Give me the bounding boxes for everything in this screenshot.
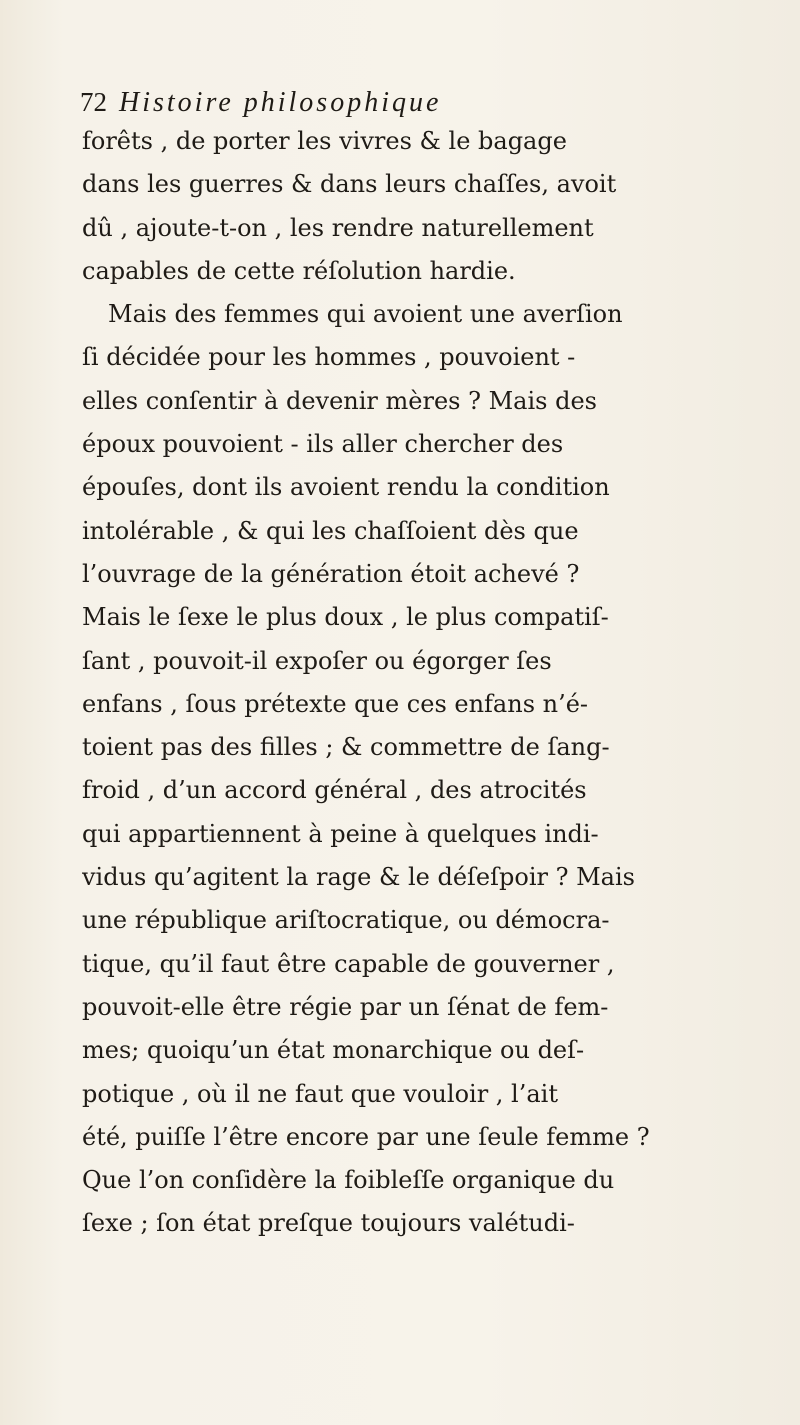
text-line-26: ſexe ; ſon état preſque toujours valétudi- bbox=[82, 1209, 575, 1238]
text-line-19: une république ariſtocratique, ou démocra- bbox=[82, 906, 610, 935]
body-text bbox=[82, 120, 722, 1246]
text-line-17: qui appartiennent à peine à quelques indi- bbox=[82, 819, 599, 848]
text-line-11: l’ouvrage de la génération étoit achevé ? bbox=[82, 559, 580, 588]
text-line-3: dû , ajoute-t-on , les rendre naturellement bbox=[82, 213, 594, 242]
text-line-8: époux pouvoient - ils aller chercher des bbox=[82, 430, 564, 459]
text-line-15: toient pas des filles ; & commettre de ſang- bbox=[82, 733, 610, 762]
text-line-1: forêts , de porter les vivres & le bagage bbox=[82, 127, 567, 155]
text-line-5: Mais des femmes qui avoient une averſion bbox=[108, 300, 623, 329]
text-line-16: froid , d’un accord général , des atrocités bbox=[82, 776, 587, 805]
text-line-10: intolérable , & qui les chaſſoient dès que bbox=[82, 516, 579, 545]
text-line-22: mes; quoiqu’un état monarchique ou deſ- bbox=[82, 1036, 585, 1065]
text-line-21: pouvoit-elle être régie par un ſénat de fem- bbox=[82, 992, 609, 1021]
text-line-9: épouſes, dont ils avoient rendu la condition bbox=[82, 473, 610, 502]
text-line-7: elles conſentir à devenir mères ? Mais des bbox=[82, 386, 597, 415]
page-number: 72 bbox=[80, 87, 107, 117]
text-line-2: dans les guerres & dans leurs chaſſes, avoit bbox=[82, 170, 617, 199]
text-line-13: ſant , pouvoit-il expoſer ou égorger ſes bbox=[82, 646, 552, 675]
text-line-24: été, puiſſe l’être encore par une ſeule femme ? bbox=[82, 1122, 650, 1151]
text-line-20: tique, qu’il faut être capable de gouverner , bbox=[82, 949, 615, 978]
text-line-6: ſi décidée pour les hommes , pouvoient - bbox=[82, 343, 576, 372]
running-head bbox=[80, 82, 720, 122]
running-title: Histoire philosophique bbox=[119, 87, 442, 118]
text-line-12: Mais le ſexe le plus doux , le plus compatiſ- bbox=[82, 603, 609, 632]
text-line-14: enfans , ſous prétexte que ces enfans n’é- bbox=[82, 689, 589, 718]
text-line-25: Que l’on conſidère la foibleſſe organique du bbox=[82, 1166, 615, 1195]
text-line-18: vidus qu’agitent la rage & le déſeſpoir ? Mais bbox=[82, 863, 635, 892]
text-line-4: capables de cette réſolution hardie. bbox=[82, 256, 516, 285]
text-line-23: potique , où il ne faut que vouloir , l’ait bbox=[82, 1079, 558, 1108]
